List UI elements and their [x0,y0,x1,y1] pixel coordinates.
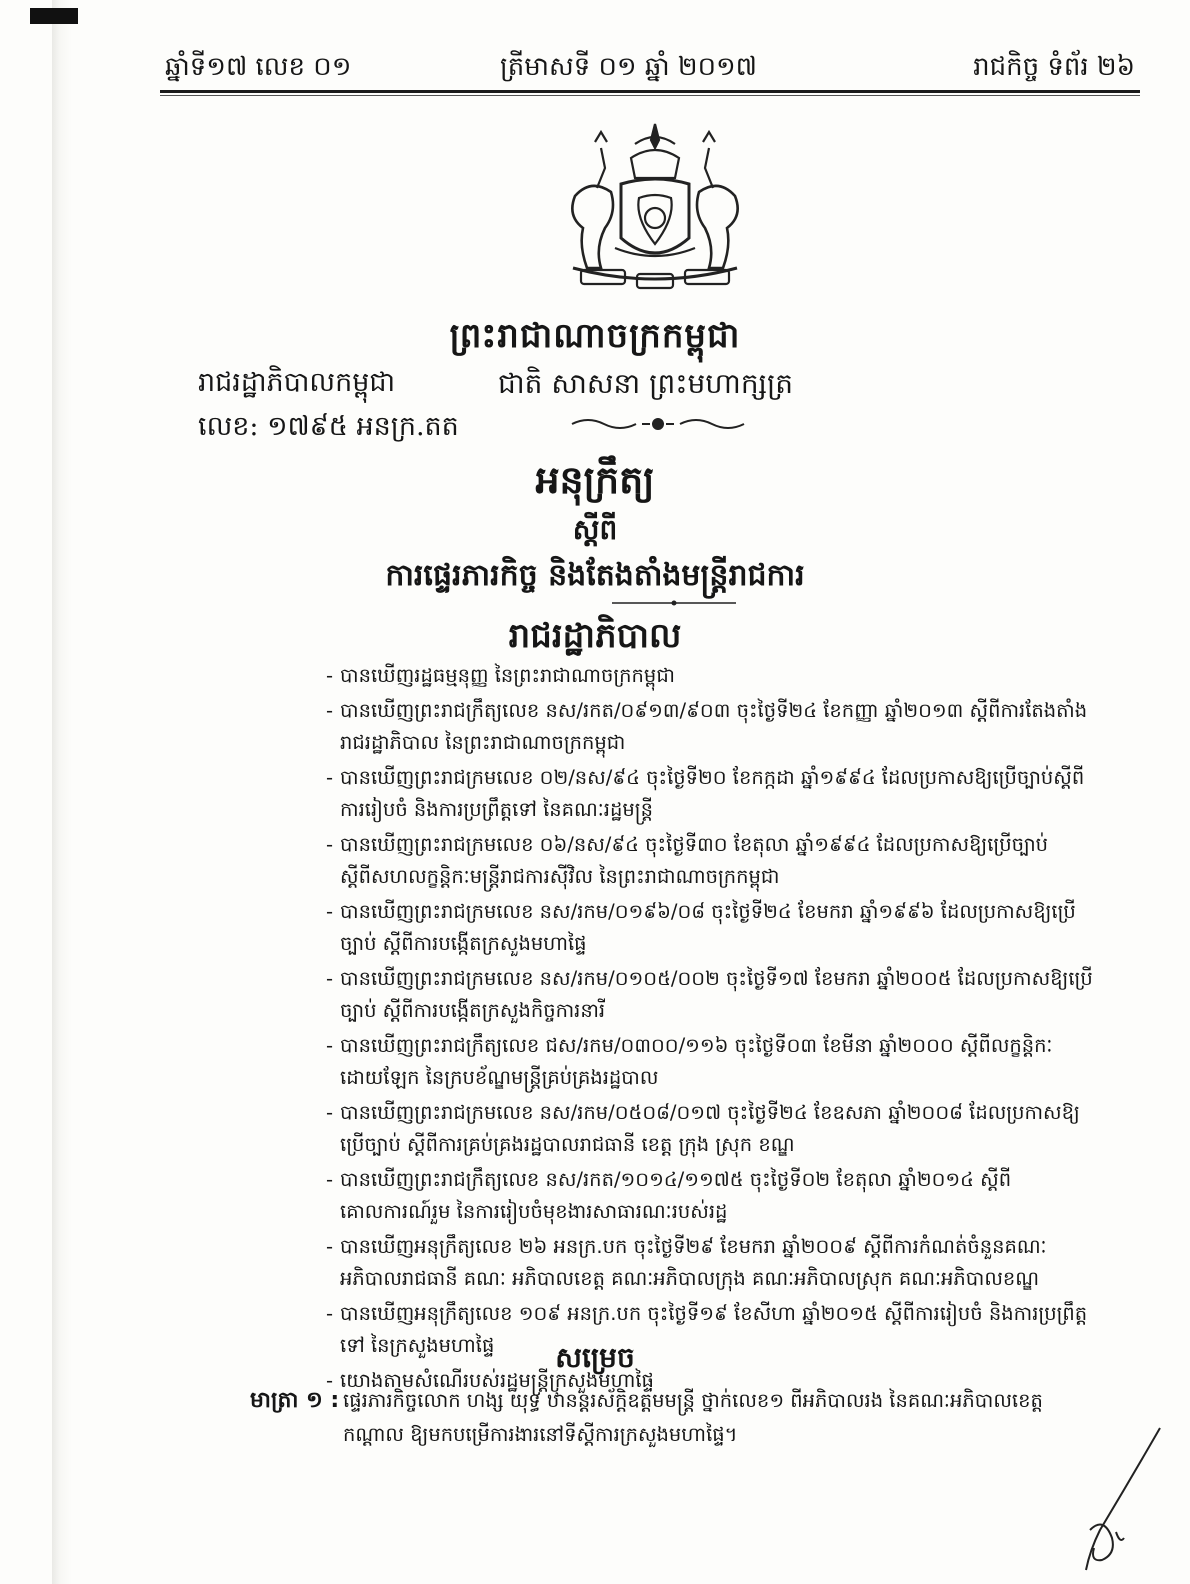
list-item: - បានឃើញរដ្ឋធម្មនុញ្ញ នៃព្រះរាជាណាចក្រកម្ពុជា [326,664,675,687]
national-motto: ជាតិ សាសនា ព្រះមហាក្សត្រ [498,367,794,400]
article-label: មាត្រា ១ : [250,1388,340,1413]
list-item: - បានឃើញអនុក្រឹត្យលេខ ១០៩ អនក្រ.បក ចុះថ្ងៃទី១៩ ខែសីហា ឆ្នាំ២០១៥ ស្ដីពីការរៀបចំ និងការប្រព្រឹត្តទៅ នៃក្រសួងមហាផ្ទៃ [326,1302,1088,1357]
gazette-header [165,44,1140,94]
article-text: ផ្ទេរភារកិច្ចលោក ហង្ស យុទ្ធ ឋានន្តរស័ក្តិឧត្តមមន្ត្រី ថ្នាក់លេខ១ ពីអភិបាលរង នៃគណៈអភិបាលខេត្តកណ្ដាល ឱ្យមកបម្រើការងារនៅទីស្ដីការក្រសួងមហាផ្ទៃ។ [343,1389,1043,1446]
reference-text: យោងតាមសំណើរបស់រដ្ឋមន្ត្រីក្រសួងមហាផ្ទៃ [340,1369,654,1392]
title-divider [612,600,736,606]
reference-text: បានឃើញព្រះរាជក្រមលេខ នស/រកម/០៥០៨/០១៧ ចុះថ្ងៃទី២៤ ខែឧសភា ឆ្នាំ២០០៨ ដែលប្រកាសឱ្យប្រើច្បាប់ ស្ដីពីការគ្រប់គ្រងរដ្ឋបាលរាជធានី ខេត្ត ក្រុង ស្រុក ខណ្ឌ [340,1101,1080,1156]
reference-text: បានឃើញអនុក្រឹត្យលេខ ២៦ អនក្រ.បក ចុះថ្ងៃទី២៩ ខែមករា ឆ្នាំ២០០៩ ស្ដីពីការកំណត់ចំនួនគណៈអភិបាលរាជធានី គណៈ អភិបាលខេត្ត គណៈអភិបាលក្រុង គណៈអភិបាលស្រុក គណៈអភិបាលខណ្ឌ [340,1235,1047,1290]
reference-text: បានឃើញរដ្ឋធម្មនុញ្ញ នៃព្រះរាជាណាចក្រកម្ពុជា [340,664,675,687]
list-item: - បានឃើញព្រះរាជក្រឹត្យលេខ នស/រកត/១០១៤/១១៧៥ ចុះថ្ងៃទី០២ ខែតុលា ឆ្នាំ២០១៤ ស្ដីពីគោលការណ៍រួម នៃការរៀបចំមុខងារសាធារណៈរបស់រដ្ឋ [326,1168,1012,1223]
document-subject: ការផ្ទេរភារកិច្ច និងតែងតាំងមន្ត្រីរាជការ [385,558,805,593]
list-item: - បានឃើញព្រះរាជក្រមលេខ ០៦/នស/៩៤ ចុះថ្ងៃទី៣០ ខែតុលា ឆ្នាំ១៩៩៤ ដែលប្រកាសឱ្យប្រើច្បាប់ ស្ដីពីសហលក្ខន្តិកៈមន្ត្រីរាជការស៊ីវិល នៃព្រះរាជាណាចក្រកម្ពុជា [326,833,1049,888]
list-item: - បានឃើញអនុក្រឹត្យលេខ ២៦ អនក្រ.បក ចុះថ្ងៃទី២៩ ខែមករា ឆ្នាំ២០០៩ ស្ដីពីការកំណត់ចំនួនគណៈអភិបាលរាជធានី គណៈ អភិបាលខេត្ត គណៈអភិបាលក្រុង គណៈអភិបាលស្រុក គណៈអភិបាលខណ្ឌ [326,1235,1047,1290]
list-item: - បានឃើញព្រះរាជក្រឹត្យលេខ ជស/រកម/០៣០០/១១៦ ចុះថ្ងៃទី០៣ ខែមីនា ឆ្នាំ២០០០ ស្ដីពីលក្ខន្តិកៈដោយឡែក នៃក្របខ័ណ្ឌមន្ត្រីគ្រប់គ្រងរដ្ឋបាល [326,1034,1053,1089]
list-item: - បានឃើញព្រះរាជក្រមលេខ នស/រកម/០១៩៦/០៨ ចុះថ្ងៃទី២៤ ខែមករា ឆ្នាំ១៩៩៦ ដែលប្រកាសឱ្យប្រើច្បាប់ ស្ដីពីការបង្កើតក្រសួងមហាផ្ទៃ [326,900,1076,955]
about-label: ស្ដីពី [572,513,618,546]
government-label: រាជរដ្ឋាភិបាលកម្ពុជា [198,367,396,398]
list-item: - បានឃើញព្រះរាជក្រមលេខ ០២/នស/៩៤ ចុះថ្ងៃទី២០ ខែកក្កដា ឆ្នាំ១៩៩៤ ដែលប្រកាសឱ្យប្រើច្បាប់ស្ដីពីការរៀបចំ និងការប្រព្រឹត្តទៅ នៃគណៈរដ្ឋមន្ត្រី [326,766,1085,821]
document-number: លេខ: ១៧៩៥ អនក្រ.តត [198,411,459,442]
scan-mark [30,8,78,24]
reference-text: បានឃើញព្រះរាជក្រមលេខ នស/រកម/០១០៥/០០២ ចុះថ្ងៃទី១៧ ខែមករា ឆ្នាំ២០០៥ ដែលប្រកាសឱ្យប្រើច្បាប់ ស្ដីពីការបង្កើតក្រសួងកិច្ចការនារី [340,967,1093,1022]
list-item: - បានឃើញព្រះរាជក្រមលេខ នស/រកម/០៥០៨/០១៧ ចុះថ្ងៃទី២៤ ខែឧសភា ឆ្នាំ២០០៨ ដែលប្រកាសឱ្យប្រើច្បាប់ ស្ដីពីការគ្រប់គ្រងរដ្ឋបាលរាជធានី ខេត្ត ក្រុង ស្រុក ខណ្ឌ [326,1101,1080,1156]
reference-text: បានឃើញព្រះរាជក្រមលេខ ០៦/នស/៩៤ ចុះថ្ងៃទី៣០ ខែតុលា ឆ្នាំ១៩៩៤ ដែលប្រកាសឱ្យប្រើច្បាប់ ស្ដីពីសហលក្ខន្តិកៈមន្ត្រីរាជការស៊ីវិល នៃព្រះរាជាណាចក្រកម្ពុជា [340,833,1049,888]
reference-text: បានឃើញព្រះរាជក្រឹត្យលេខ នស/រកត/១០១៤/១១៧៥ ចុះថ្ងៃទី០២ ខែតុលា ឆ្នាំ២០១៤ ស្ដីពីគោលការណ៍រួម នៃការរៀបចំមុខងារសាធារណៈរបស់រដ្ឋ [340,1168,1012,1223]
list-item: - យោងតាមសំណើរបស់រដ្ឋមន្ត្រីក្រសួងមហាផ្ទៃ [326,1369,654,1392]
reference-text: បានឃើញព្រះរាជក្រមលេខ ០២/នស/៩៤ ចុះថ្ងៃទី២០ ខែកក្កដា ឆ្នាំ១៩៩៤ ដែលប្រកាសឱ្យប្រើច្បាប់ស្ដីពីការរៀបចំ និងការប្រព្រឹត្តទៅ នៃគណៈរដ្ឋមន្ត្រី [340,766,1085,821]
royal-arms-emblem [555,118,755,308]
header-page: រាជកិច្ច ទំព័រ ២៦ [973,52,1135,82]
article-1 [250,1384,1100,1452]
kingdom-heading: ព្រះរាជាណាចក្រកម្ពុជា [449,316,741,356]
header-rule [160,90,1140,93]
initial-signature [1060,1420,1170,1580]
reference-text: បានឃើញអនុក្រឹត្យលេខ ១០៩ អនក្រ.បក ចុះថ្ងៃទី១៩ ខែសីហា ឆ្នាំ២០១៥ ស្ដីពីការរៀបចំ និងការប្រព្រឹត្តទៅ នៃក្រសួងមហាផ្ទៃ [340,1302,1088,1357]
ornament-divider [568,414,748,434]
list-item: - បានឃើញព្រះរាជក្រមលេខ នស/រកម/០១០៥/០០២ ចុះថ្ងៃទី១៧ ខែមករា ឆ្នាំ២០០៥ ដែលប្រកាសឱ្យប្រើច្បាប់ ស្ដីពីការបង្កើតក្រសួងកិច្ចការនារី [326,967,1093,1022]
header-rule-thin [160,95,1140,96]
legal-references [326,660,1096,1400]
header-year-issue: ឆ្នាំទី១៧ លេខ ០១ [165,52,352,82]
document-type-title: អនុក្រឹត្យ [535,457,655,502]
list-item: - បានឃើញព្រះរាជក្រឹត្យលេខ នស/រកត/០៩១៣/៩០៣ ចុះថ្ងៃទី២៤ ខែកញ្ញា ឆ្នាំ២០១៣ ស្ដីពីការតែងតាំងរាជរដ្ឋាភិបាល នៃព្រះរាជាណាចក្រកម្ពុជា [326,699,1088,754]
header-quarter: ត្រីមាសទី ០១ ឆ្នាំ ២០១៧ [500,52,757,82]
reference-text: បានឃើញព្រះរាជក្រឹត្យលេខ នស/រកត/០៩១៣/៩០៣ ចុះថ្ងៃទី២៤ ខែកញ្ញា ឆ្នាំ២០១៣ ស្ដីពីការតែងតាំងរាជរដ្ឋាភិបាល នៃព្រះរាជាណាចក្រកម្ពុជា [340,699,1088,754]
issuer-heading: រាជរដ្ឋាភិបាល [508,616,682,656]
decision-heading: សម្រេច [555,1341,635,1374]
reference-text: បានឃើញព្រះរាជក្រឹត្យលេខ ជស/រកម/០៣០០/១១៦ ចុះថ្ងៃទី០៣ ខែមីនា ឆ្នាំ២០០០ ស្ដីពីលក្ខន្តិកៈដោយឡែក នៃក្របខ័ណ្ឌមន្ត្រីគ្រប់គ្រងរដ្ឋបាល [340,1034,1053,1089]
reference-text: បានឃើញព្រះរាជក្រមលេខ នស/រកម/០១៩៦/០៨ ចុះថ្ងៃទី២៤ ខែមករា ឆ្នាំ១៩៩៦ ដែលប្រកាសឱ្យប្រើច្បាប់ ស្ដីពីការបង្កើតក្រសួងមហាផ្ទៃ [340,900,1076,955]
